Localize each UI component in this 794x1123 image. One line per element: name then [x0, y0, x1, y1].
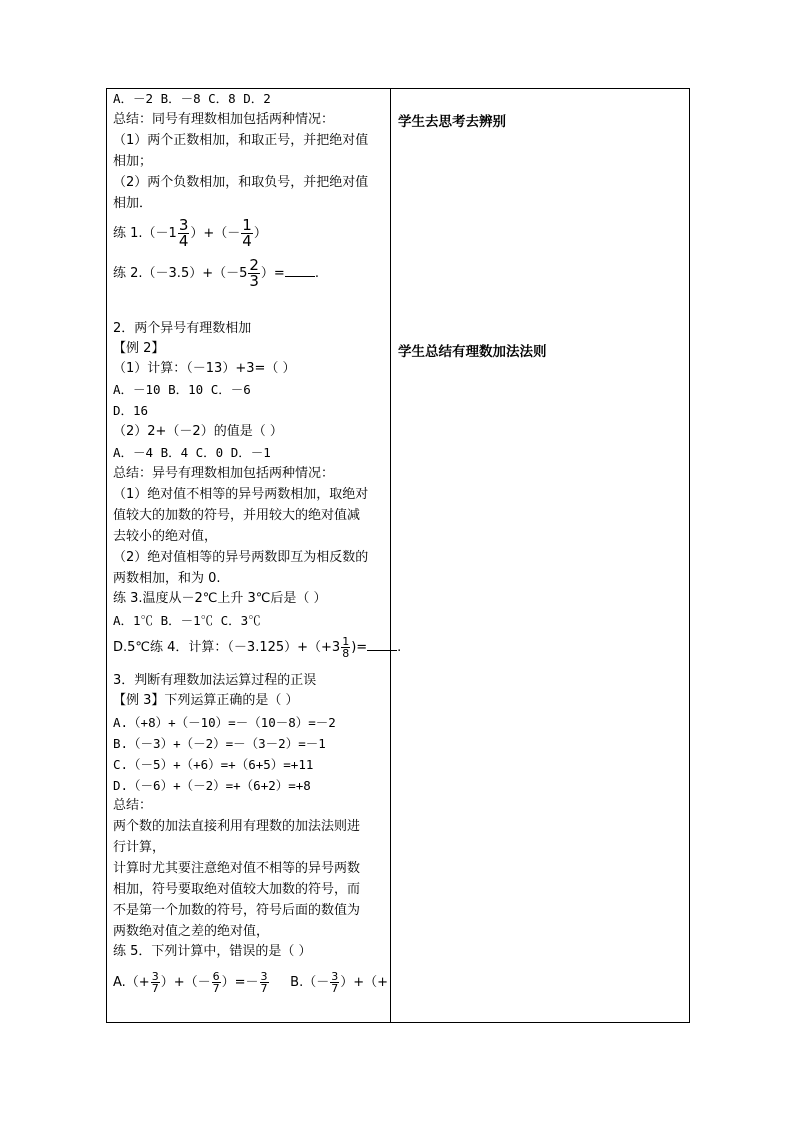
exercise-4: D.5℃练 4．计算：（－3.125）+（+3 $\frac{1}{8}$ )= . [113, 635, 402, 660]
fraction: $\frac{3}{7}$ [260, 970, 268, 995]
fraction: $\frac{1}{4}$ [242, 216, 252, 250]
exercise-3: 练 3.温度从－2℃上升 3℃后是（ ） [113, 591, 327, 606]
summary-text: 值较大的加数的符号，并用较大的绝对值减 [113, 508, 361, 523]
section-heading-3: 3．判断有理数加法运算过程的正误 [113, 673, 317, 688]
summary-heading: 总结：异号有理数相加包括两种情况： [113, 466, 335, 481]
summary-text: 相加； [113, 154, 153, 169]
summary-text: 计算时尤其要注意绝对值不相等的异号两数 [113, 861, 361, 876]
question-text: （2）2+（－2）的值是（ ） [113, 424, 283, 439]
fraction: $\frac{2}{3}$ [249, 256, 259, 290]
fraction: $\frac{3}{4}$ [178, 216, 189, 250]
choice-line: D．16 [113, 403, 149, 418]
summary-text: 不是第一个加数的符号，符号后面的数值为 [113, 903, 361, 918]
fraction: $\frac{1}{8}$ [342, 635, 350, 660]
summary-heading: 总结： [113, 798, 153, 813]
choice-line: A．－4 B．4 C．0 D．－1 [113, 445, 271, 460]
fraction: $\frac{3}{7}$ [331, 970, 339, 995]
exercise-5: 练 5．下列计算中，错误的是（ ） [113, 944, 312, 959]
choice-line: A．－2 B．－8 C．8 D．2 [113, 91, 271, 106]
right-note-1: 学生去思考去辨别 [398, 114, 506, 130]
summary-text: 相加，符号要取绝对值较大加数的符号，而 [113, 882, 361, 897]
summary-text: 两数绝对值之差的绝对值， [113, 924, 270, 939]
summary-text: 去较小的绝对值， [113, 529, 218, 544]
section-heading-2: 2．两个异号有理数相加 [113, 321, 252, 336]
exercise-2: 练 2.（－3.5）+（－5 $\frac{2}{3}$ ）= . [113, 256, 319, 290]
right-note-2: 学生总结有理数加法法则 [398, 344, 547, 360]
choice-line: A．1℃ B．－1℃ C．3℃ [113, 613, 261, 628]
summary-text: （1）绝对值不相等的异号两数相加，取绝对 [113, 487, 369, 502]
exercise-5-options: A.（+ $\frac{3}{7}$ ）+（－ $\frac{6}{7}$ ）=－ $\frac{3}{7}$ B.（－ $\frac{3}{7}$ ）+（+ [113, 970, 389, 995]
example-2-label: 【例 2】 [113, 341, 165, 356]
exercise-1: 练 1.（－1 $\frac{3}{4}$ ）+（－ $\frac{1}{4}$ ） [113, 216, 267, 250]
summary-heading: 总结：同号有理数相加包括两种情况： [113, 112, 335, 127]
question-text: （1）计算：（－13）+3=（ ） [113, 361, 296, 376]
answer-blank [367, 638, 397, 651]
choice-line: C.（－5）+（+6）=+（6+5）=+11 [113, 757, 314, 772]
summary-text: （1）两个正数相加，和取正号，并把绝对值 [113, 133, 369, 148]
fraction: $\frac{6}{7}$ [212, 970, 220, 995]
summary-text: 相加． [113, 196, 153, 211]
answer-blank [285, 264, 315, 277]
column-divider [390, 88, 391, 1023]
summary-text: 行计算， [113, 840, 166, 855]
choice-line: D.（－6）+（－2）=+（6+2）=+8 [113, 778, 311, 793]
summary-text: （2）绝对值相等的异号两数即互为相反数的 [113, 550, 369, 565]
summary-text: 两数相加，和为 0. [113, 571, 221, 586]
summary-text: 两个数的加法直接利用有理数的加法法则进 [113, 819, 361, 834]
choice-line: B.（－3）+（－2）=－（3－2）=－1 [113, 736, 326, 751]
choice-line: A.（+8）+（－10）=－（10－8）=－2 [113, 715, 336, 730]
fraction: $\frac{3}{7}$ [151, 970, 159, 995]
choice-line: A．－10 B．10 C．－6 [113, 382, 251, 397]
summary-text: （2）两个负数相加，和取负号，并把绝对值 [113, 175, 369, 190]
example-3-question: 【例 3】下列运算正确的是（ ） [113, 693, 299, 708]
